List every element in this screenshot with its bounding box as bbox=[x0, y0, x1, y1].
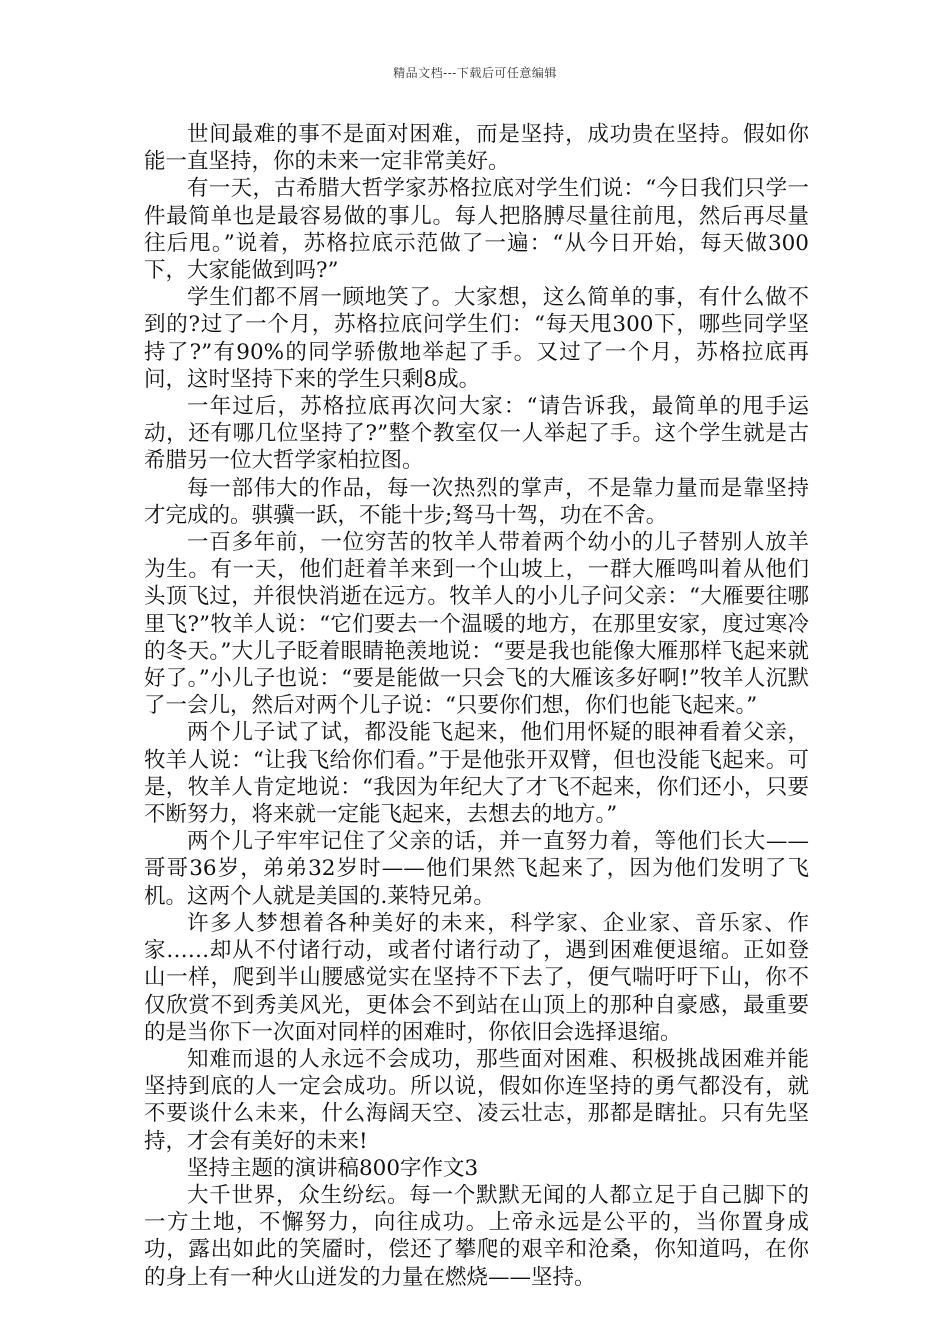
paragraph-10: 知难而退的人永远不会成功，那些面对困难、积极挑战困难并能坚持到底的人一定会成功。所以说，假如你连坚持的勇气都没有，就不要谈什么未来，什么海阔天空、凌云壮志，那都是瞎扯。只有先坚持，才会有美好的未来! bbox=[144, 1046, 809, 1154]
section-title: 坚持主题的演讲稿800字作文3 bbox=[187, 1155, 479, 1181]
paragraph-6: 一百多年前，一位穷苦的牧羊人带着两个幼小的儿子替别人放羊为生。有一天，他们赶着羊来到一个山坡上，一群大雁鸣叫着从他们头顶飞过，并很快消逝在远方。牧羊人的小儿子问父亲：“大雁要往哪里飞?”牧羊人说：“它们要去一个温暖的地方，在那里安家，度过寒冷的冬天。”大儿子眨着眼睛艳羡地说：“要是我也能像大雁那样飞起来就好了。”小儿子也说：“要是能做一只会飞的大雁该多好啊!”牧羊人沉默了一会儿，然后对两个儿子说：“只要你们想，你们也能飞起来。” bbox=[144, 530, 809, 719]
paragraph-3: 学生们都不屑一顾地笑了。大家想，这么简单的事，有什么做不到的?过了一个月，苏格拉底问学生们：“每天甩300下，哪些同学坚持了?”有90%的同学骄傲地举起了手。又过了一个月，苏格拉底再问，这时坚持下来的学生只剩8成。 bbox=[144, 285, 809, 392]
paragraph-4: 一年过后，苏格拉底再次问大家：“请告诉我，最简单的甩手运动，还有哪几位坚持了?”整个教室仅一人举起了手。这个学生就是古希腊另一位大哲学家柏拉图。 bbox=[144, 394, 809, 474]
paragraph-7: 两个儿子试了试，都没能飞起来，他们用怀疑的眼神看着父亲，牧羊人说：“让我飞给你们看。”于是他张开双臂，但也没能飞起来。可是，牧羊人肯定地说：“我因为年纪大了才飞不起来，你们还小，只要不断努力，将来就一定能飞起来，去想去的地方。” bbox=[144, 720, 809, 828]
paragraph-9: 许多人梦想着各种美好的未来，科学家、企业家、音乐家、作家……却从不付诸行动，或者付诸行动了，遇到困难便退缩。正如登山一样，爬到半山腰感觉实在坚持不下去了，便气喘吁吁下山，你不仅欣赏不到秀美风光，更体会不到站在山顶上的那种自豪感，最重要的是当你下一次面对同样的困难时，你依旧会选择退缩。 bbox=[144, 910, 809, 1045]
document-body bbox=[144, 121, 809, 1291]
paragraph-8: 两个儿子牢牢记住了父亲的话，并一直努力着，等他们长大——哥哥36岁，弟弟32岁时——他们果然飞起来了，因为他们发明了飞机。这两个人就是美国的.莱特兄弟。 bbox=[144, 829, 809, 909]
paragraph-2: 有一天，古希腊大哲学家苏格拉底对学生们说：“今日我们只学一件最简单也是最容易做的事儿。每人把胳膊尽量往前甩，然后再尽量往后甩。”说着，苏格拉底示范做了一遍：“从今日开始，每天做300下，大家能做到吗?” bbox=[144, 176, 809, 284]
paragraph-5: 每一部伟大的作品，每一次热烈的掌声，不是靠力量而是靠坚持才完成的。骐骥一跃，不能十步;驽马十驾，功在不舍。 bbox=[144, 475, 809, 528]
paragraph-11: 大千世界，众生纷纭。每一个默默无闻的人都立足于自己脚下的一方土地，不懈努力，向往成功。上帝永远是公平的，当你置身成功，露出如此的笑靥时，偿还了攀爬的艰辛和沧桑，你知道吗，在你的身上有一种火山迸发的力量在燃烧——坚持。 bbox=[144, 1182, 809, 1290]
page-header: 精品文档---下载后可任意编辑 bbox=[393, 66, 557, 80]
paragraph-1: 世间最难的事不是面对困难，而是坚持，成功贵在坚持。假如你能一直坚持，你的未来一定非常美好。 bbox=[144, 122, 809, 175]
